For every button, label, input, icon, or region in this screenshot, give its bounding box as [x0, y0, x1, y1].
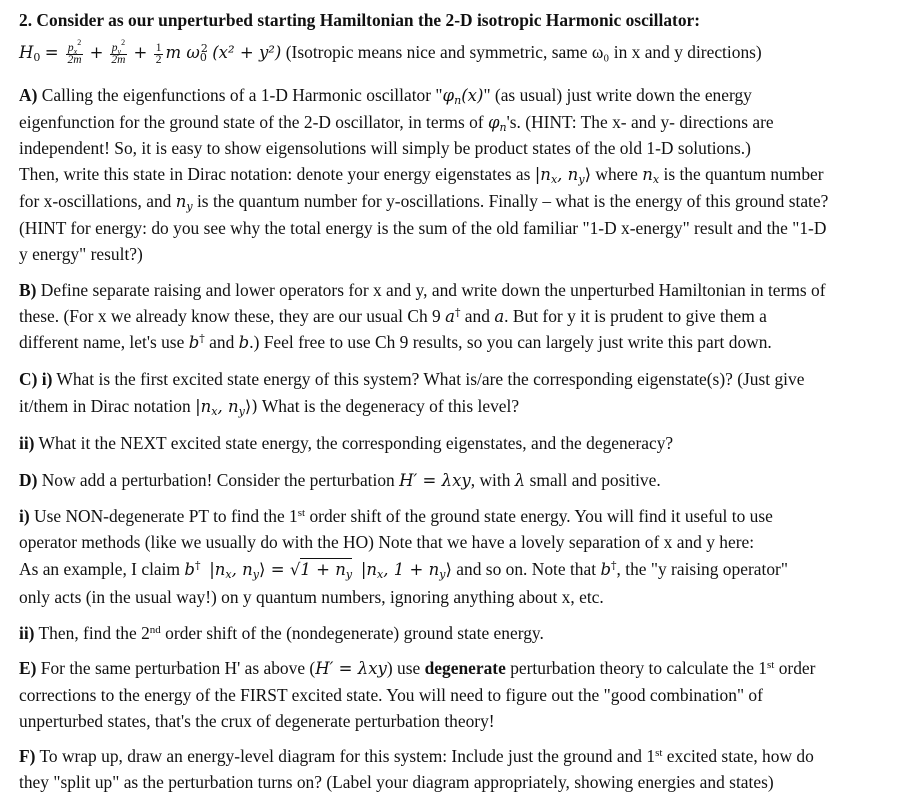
part-c-line-2: it/them in Dirac notation $|n_x$, $n_y⟩$) What is the degeneracy of this level?	[19, 396, 520, 418]
problem-title-text: 2. Consider as our unperturbed starting Hamiltonian the 2-D isotropic Harmonic oscillator:	[19, 10, 701, 30]
part-a-text-2a: eigenfunction for the ground state of the 2-D oscillator, in terms of	[19, 112, 488, 132]
part-d-i-line-2	[19, 531, 754, 553]
degenerate-bold: degenerate	[424, 658, 506, 678]
part-f-label: F)	[19, 746, 36, 766]
part-a-line-2	[19, 111, 774, 134]
part-d-i-label: i)	[19, 506, 30, 526]
py-fraction: $\frac{p_y^2}{2m}$	[111, 37, 126, 66]
nd-superscript: nd	[149, 624, 161, 636]
py-sub: y	[117, 46, 122, 56]
h0-symbol: H	[19, 43, 34, 62]
part-c-ii-line	[19, 432, 673, 454]
part-f-line-2	[19, 771, 774, 793]
part-a-text-5b: is the quantum number for y-oscillations. Finally – what is the energy of this ground state?	[192, 191, 829, 211]
part-c-text-1: What is the first excited state energy of this system? What is/are the corresponding eigenstate(s)? (Just give	[56, 369, 805, 389]
part-a-line-1	[19, 84, 752, 107]
part-f-text-1a: To wrap up, draw an energy-level diagram for this system: Include just the ground and 1	[35, 746, 656, 766]
part-e-line-1: E) For the same perturbation H' as above (H′ = λxy) use degenerate perturbation theory to calculate the 1st order	[19, 658, 816, 678]
part-d-i-line-3: As an example, I claim b† $|n_x$, $n_y⟩ = √1 + n_y$ $|n_x$, $1 + n_y⟩$ and so on. Note that b†, the "y raising operator"	[19, 559, 788, 581]
part-f-line-1	[19, 745, 814, 767]
part-b-text-2c: . But for y it is prudent to give them a	[504, 306, 767, 326]
part-c-ii-label: ii)	[19, 433, 35, 453]
part-e-text-2: corrections to the energy of the FIRST excited state. You will need to figure out the "good combination" of	[19, 685, 763, 705]
part-d-i-text-2: operator methods (like we usually do with the HO) Note that we have a lovely separation of x and y here:	[19, 532, 755, 552]
part-d-i-line-4	[19, 586, 604, 608]
part-a-text-7: y energy" result?)	[19, 244, 143, 264]
st-superscript: st	[655, 747, 663, 759]
py-numerator: p	[111, 41, 118, 54]
part-d-text-1c: small and positive.	[525, 470, 661, 490]
part-b-text-2a: these. (For x we already know these, they are our usual Ch 9	[19, 306, 446, 326]
half-fraction	[154, 43, 164, 66]
part-d-label: D)	[19, 470, 38, 490]
phi-sub: n	[499, 121, 507, 134]
part-e-line-2	[19, 684, 763, 706]
part-d-ii-text-b: order shift of the (nondegenerate) ground state energy.	[160, 623, 544, 643]
part-a-line-3	[19, 137, 751, 159]
ket-nx-ny: |n	[534, 165, 551, 184]
px-denominator: 2m	[67, 53, 82, 66]
part-e-text-1b: ) use	[386, 658, 425, 678]
part-c-label: C) i)	[19, 369, 53, 389]
px-fraction: $\frac{p_x^2}{2m}$	[67, 37, 82, 66]
phi-symbol: φ	[487, 113, 500, 132]
part-a-text-4b: where	[591, 164, 643, 184]
part-d-i-text-3b: and so on. Note that	[451, 559, 601, 579]
part-b-text-2b: and	[460, 306, 495, 326]
part-e-text-1a: For the same perturbation H' as above (	[36, 658, 316, 678]
m-omega: m ω	[165, 43, 200, 62]
part-b-line-1	[19, 279, 826, 301]
part-c-ii-text: What it the NEXT excited state energy, the corresponding eigenstates, and the degeneracy?	[38, 433, 674, 453]
phi-arg: (x)	[461, 86, 484, 105]
part-c-line-1	[19, 368, 804, 390]
part-d-i-text-1b: order shift of the ground state energy. You will find it useful to use	[305, 506, 773, 526]
part-a-text-3: independent! So, it is easy to show eigensolutions will simply be product states of the old 1-D solutions.)	[19, 138, 751, 158]
part-b-text-3b: and	[204, 332, 239, 352]
part-d-text-1b: , with	[470, 470, 515, 490]
part-e-text-1d: order	[774, 658, 816, 678]
part-a-text-1a: Calling the eigenfunctions of a 1-D Harmonic oscillator "	[41, 85, 443, 105]
px-numerator: p	[67, 41, 74, 54]
part-e-line-3	[19, 710, 495, 732]
phi-sub: n	[454, 94, 462, 107]
py-denominator: 2m	[111, 53, 126, 66]
part-a-line-4: Then, write this state in Dirac notation: denote your energy eigenstates as $|n_x$, $n_y⟩$ where $n_x$ is the quantum number	[19, 164, 824, 186]
part-a-text-4c: is the quantum number	[659, 164, 824, 184]
part-b-text-1: Define separate raising and lower operators for x and y, and write down the unperturbed Hamiltonian in terms of	[40, 280, 826, 300]
px-sub: x	[73, 46, 78, 56]
isotropic-comment: (Isotropic means nice and symmetric, same ω₀ in x and y directions)	[285, 42, 762, 62]
part-a-text-5a: for x-oscillations, and	[19, 191, 176, 211]
part-a-label: A)	[19, 85, 38, 105]
part-a-text-4a: Then, write this state in Dirac notation: denote your energy eigenstates as	[19, 164, 535, 184]
part-f-text-2: they "split up" as the perturbation turns on? (Label your diagram appropriately, showing energies and states)	[19, 772, 774, 792]
st-superscript: st	[297, 507, 306, 519]
part-e-text-1c: perturbation theory to calculate the 1	[505, 658, 767, 678]
part-d-ii-text-a: Then, find the 2	[38, 623, 150, 643]
hamiltonian-line: $H_0$ = $\frac{p_x^2}{2m}$ + $\frac{p_y^2}{2m}$ + $\frac{1}{2}$ m $\omega_0^2$ (x² + y²) (Isotropic means nice and symmetric, same ω₀ in x and y directions)	[19, 37, 762, 66]
part-c-text-2a: it/them in Dirac notation	[19, 396, 196, 416]
part-a-line-6	[19, 217, 826, 239]
part-d-ii-line	[19, 622, 544, 644]
problem-title	[19, 9, 700, 31]
part-a-text-2b: 's. (HINT: The x- and y- directions are	[506, 112, 774, 132]
h0-subscript: 0	[33, 51, 41, 64]
ket-nx-ny: |n	[195, 397, 212, 416]
half-numerator: 1	[155, 41, 162, 54]
part-b-line-2: these. (For x we already know these, they are our usual Ch 9 a† and a. But for y it is prudent to give them a	[19, 306, 767, 326]
part-d-i-line-1	[19, 505, 773, 527]
part-f-text-1b: excited state, how do	[662, 746, 814, 766]
part-d-line-1: D) Now add a perturbation! Consider the perturbation H′ = λxy, with λ small and positive.	[19, 470, 661, 490]
part-d-ii-label: ii)	[19, 623, 35, 643]
xy-squared: (x² + y²)	[212, 43, 282, 62]
part-a-line-7	[19, 243, 143, 265]
part-d-text-1a: Now add a perturbation! Consider the perturbation	[41, 470, 400, 490]
part-a-line-5: for x-oscillations, and $n_y$ is the quantum number for y-oscillations. Finally – what is the energy of this ground state?	[19, 191, 829, 213]
part-b-text-3c: .) Feel free to use Ch 9 results, so you can largely just write this part down.	[249, 332, 772, 352]
part-b-text-3a: different name, let's use	[19, 332, 189, 352]
part-e-text-3: unperturbed states, that's the crux of degenerate perturbation theory!	[19, 711, 495, 731]
part-a-text-6: (HINT for energy: do you see why the total energy is the sum of the old familiar "1-D x-energy" result and the "1-D	[19, 218, 827, 238]
part-d-i-text-3c: , the "y raising operator"	[616, 559, 788, 579]
part-b-label: B)	[19, 280, 37, 300]
part-b-line-3: different name, let's use b† and b.) Feel free to use Ch 9 results, so you can largely just write this part down.	[19, 332, 772, 352]
st-superscript: st	[767, 659, 775, 671]
part-d-i-text-1a: Use NON-degenerate PT to find the 1	[34, 506, 298, 526]
part-d-i-text-4: only acts (in the usual way!) on y quantum numbers, ignoring anything about x, etc.	[19, 587, 604, 607]
part-c-text-2b: What is the degeneracy of this level?	[257, 396, 520, 416]
half-denominator: 2	[155, 53, 162, 66]
phi-symbol: φ	[442, 86, 455, 105]
part-a-text-1b: " (as usual) just write down the energy	[483, 85, 752, 105]
part-e-label: E)	[19, 658, 37, 678]
part-d-i-text-3a: As an example, I claim	[19, 559, 185, 579]
